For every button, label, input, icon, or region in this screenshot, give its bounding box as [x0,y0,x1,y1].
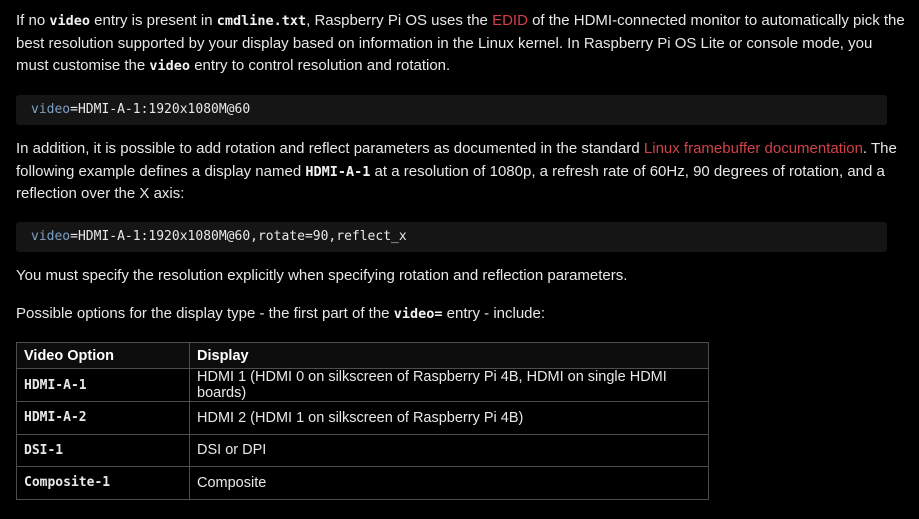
table-row [17,467,709,500]
code-block-rotation: video=HDMI-A-1:1920x1080M@60,rotate=90,reflect_x [16,222,887,252]
intro-paragraph: If no video entry is present in cmdline.txt, Raspberry Pi OS uses the EDID of the HDMI-connected monitor to automatically pick the best resolution supported by your display based on information in the Linux kernel. In Raspberry Pi OS Lite or console mode, you must customise the video entry to control resolution and rotation. [16,12,905,74]
video-option-cell: HDMI-A-1 [17,369,190,402]
framebuffer-docs-link[interactable]: Linux framebuffer documentation [643,140,863,157]
table-row [17,402,709,435]
header-display: Display [190,343,709,369]
table-row [17,434,709,467]
options-intro: Possible options for the display type - the first part of the video= entry - include: [16,305,546,322]
table-row [17,369,709,402]
resolution-note: You must specify the resolution explicitly when specifying rotation and reflection parameters. [16,267,628,284]
video-option-cell: DSI-1 [17,434,190,467]
code-block-basic: video=HDMI-A-1:1920x1080M@60 [16,95,887,125]
inline-code-hdmi: HDMI-A-1 [305,163,371,180]
inline-code-video-eq: video= [393,306,443,322]
inline-code-video: video [149,58,191,74]
display-cell: Composite [190,467,709,500]
display-cell: HDMI 1 (HDMI 0 on silkscreen of Raspberry Pi 4B, HDMI on single HDMI boards) [190,369,709,402]
display-cell: HDMI 2 (HDMI 1 on silkscreen of Raspberry Pi 4B) [190,402,709,435]
rotation-paragraph: In addition, it is possible to add rotation and reflect parameters as documented in the standard Linux framebuffer documentation. The following example defines a display named HDMI-A-1 at a resolution of 1080p, a refresh rate of 60Hz, 90 degrees of rotation, and a reflection over the X axis: [16,140,897,202]
video-option-cell: Composite-1 [17,467,190,500]
display-cell: DSI or DPI [190,434,709,467]
edid-link[interactable]: EDID [492,12,528,29]
video-option-cell: HDMI-A-2 [17,402,190,435]
table-header-row [17,343,709,369]
video-options-table [16,342,709,500]
inline-code-cmdline: cmdline.txt [216,13,307,29]
inline-code-video: video [49,13,90,29]
header-video-option: Video Option [17,343,190,369]
